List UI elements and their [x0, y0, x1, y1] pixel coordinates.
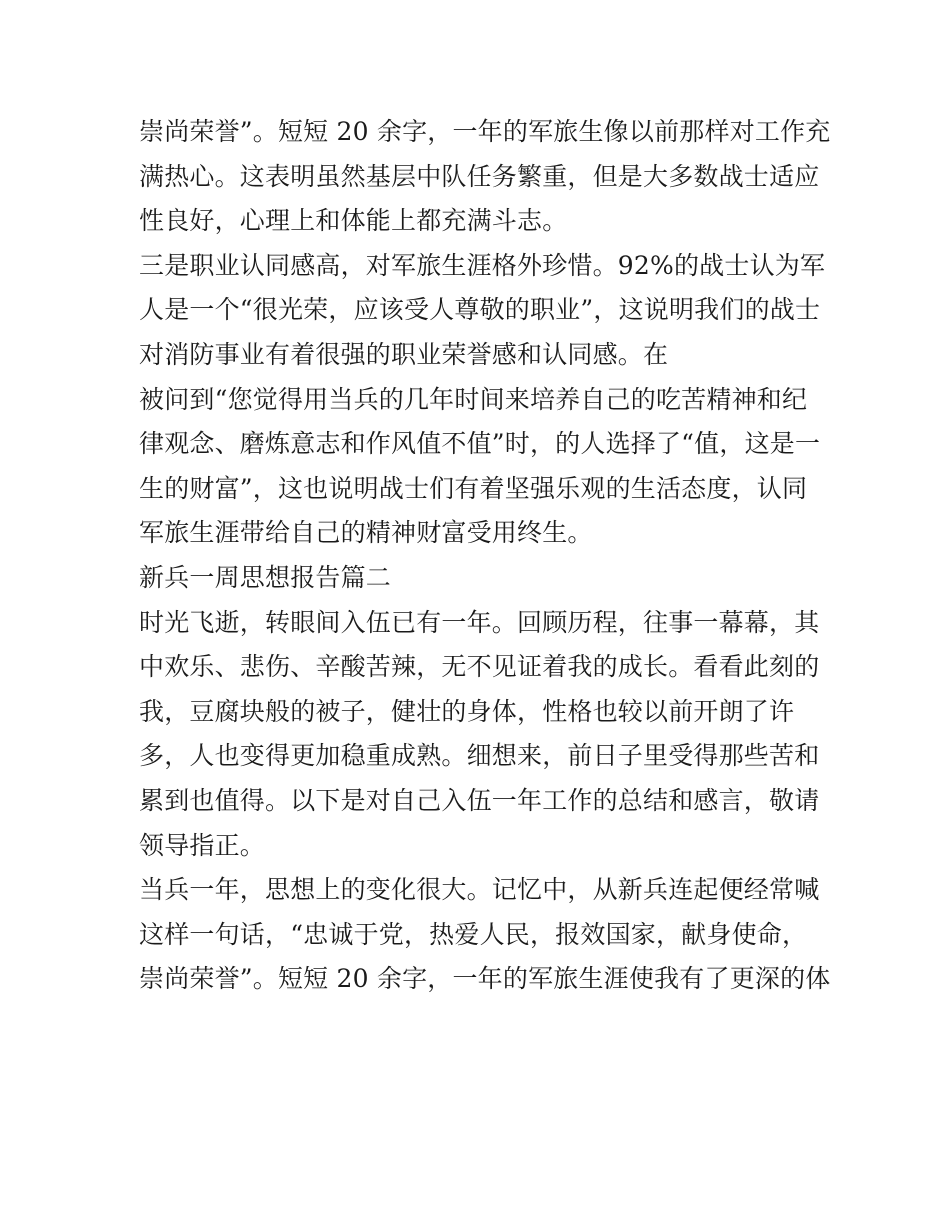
text-line: 生的财富”，这也说明战士们有着坚强乐观的生活态度，认同	[139, 473, 808, 503]
text-line: 三是职业认同感高，对军旅生涯格外珍惜。92%的战士认为军	[139, 250, 826, 280]
text-line: 这样一句话，“忠诚于党，热爱人民，报效国家，献身使命，	[139, 919, 808, 949]
text-line: 多，人也变得更加稳重成熟。细想来，前日子里受得那些苦和	[139, 741, 820, 771]
text-line: 律观念、磨炼意志和作风值不值”时，的人选择了“值，这是一	[139, 429, 821, 459]
text-line: 被问到“您觉得用当兵的几年时间来培养自己的吃苦精神和纪	[139, 384, 808, 414]
text-line: 满热心。这表明虽然基层中队任务繁重，但是大多数战士适应	[139, 161, 820, 191]
text-line: 中欢乐、悲伤、辛酸苦辣，无不见证着我的成长。看看此刻的	[139, 652, 820, 682]
text-line: 领导指正。	[139, 830, 266, 860]
text-line: 崇尚荣誉”。短短 20 余字，一年的军旅生涯使我有了更深的体	[139, 964, 831, 994]
text-line: 当兵一年，思想上的变化很大。记忆中，从新兵连起便经常喊	[139, 875, 820, 905]
document-body	[139, 110, 831, 1002]
text-line: 对消防事业有着很强的职业荣誉感和认同感。在	[139, 339, 669, 369]
text-line: 我，豆腐块般的被子，健壮的身体，性格也较以前开朗了许	[139, 696, 795, 726]
text-line: 人是一个“很光荣，应该受人尊敬的职业”，这说明我们的战士	[139, 295, 821, 325]
text-line: 累到也值得。以下是对自己入伍一年工作的总结和感言，敬请	[139, 785, 820, 815]
text-line: 崇尚荣誉”。短短 20 余字，一年的军旅生像以前那样对工作充	[139, 117, 831, 146]
text-line: 时光飞逝，转眼间入伍已有一年。回顾历程，往事一幕幕，其	[139, 607, 820, 637]
text-line: 性良好，心理上和体能上都充满斗志。	[139, 206, 568, 236]
text-line: 军旅生涯带给自己的精神财富受用终生。	[139, 518, 593, 548]
section-heading: 新兵一周思想报告篇二	[139, 562, 392, 592]
